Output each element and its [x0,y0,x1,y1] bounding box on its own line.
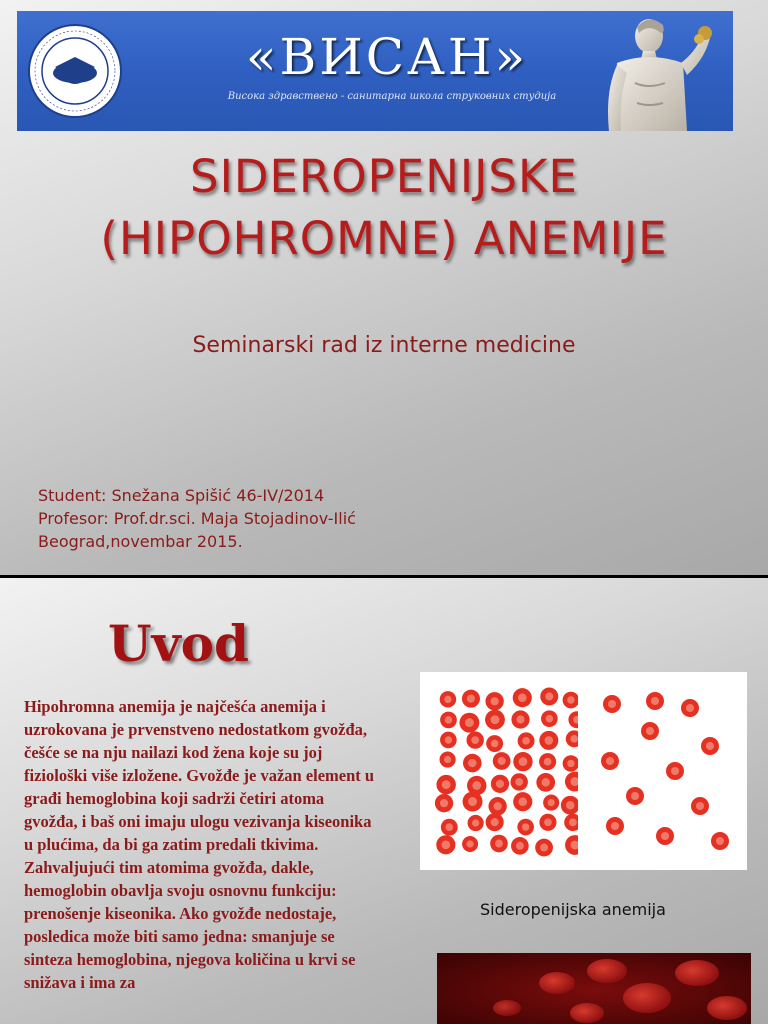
red-blood-cell [463,754,482,773]
red-blood-cell [539,814,556,831]
red-blood-cell [517,819,534,836]
red-blood-cell [666,762,684,780]
red-blood-cell [510,773,527,790]
red-blood-cell [711,832,729,850]
slide-subtitle: Seminarski rad iz interne medicine [192,333,576,358]
professor-line: Profesor: Prof.dr.sci. Maja Stojadinov-Ilić [38,509,356,528]
red-blood-cell [486,813,504,831]
normal-blood-cells-image [434,686,578,858]
student-line: Student: Snežana Spišić 46-IV/2014 [38,486,325,505]
red-blood-cell [463,792,483,812]
red-blood-cell [566,730,578,747]
place-date-line: Beograd,novembar 2015. [38,532,243,551]
red-blood-cell [539,753,556,770]
red-blood-cell [626,787,644,805]
red-blood-cell [539,731,558,750]
red-blood-cell [459,713,479,733]
red-blood-cell [436,835,455,854]
red-blood-cell [513,688,532,707]
body-paragraph: Hipohromna anemija je najčešća anemija i uzrokovana je prvenstveno nedostatkom gvožđa, češće se na nju nailazi kod žena koje su joj fiziološki više izložene. Gvožđe je važan element u građi hemoglobina koji sadrži četiri atoma gvožđa, i baš oni imaju ulogu vezivanja kiseonika u plućima, da bi ga zatim predali tkivima. Zahvaljujući tim atomima gvožđa, dakle, hemoglobin obavlja svoju osnovnu funkciju: prenošenje kiseonika. Ako gvožđe nedostaje, posledica može biti samo jedna: smanjuje se sinteza hemoglobina, njegova količina u krvi se snižava i ima za [24,697,375,992]
red-blood-cell [564,814,578,831]
red-blood-cell [440,712,457,729]
red-blood-cell [485,710,505,730]
red-blood-cell [565,835,578,855]
red-blood-cell [440,751,456,767]
red-blood-cell [491,775,509,793]
red-blood-cell [462,836,478,852]
red-blood-cell [513,752,532,771]
red-blood-cell [641,722,659,740]
red-blood-cell [543,795,559,811]
red-blood-cell [601,752,619,770]
red-blood-cell [568,711,578,728]
slide-heading: Uvod [108,614,249,673]
red-blood-cell [462,690,480,708]
red-blood-cell [485,692,503,710]
red-blood-cell [490,835,508,853]
red-blood-cell [565,772,578,792]
banner-title: «ВИСАН» [245,28,529,86]
red-blood-cell [486,735,503,752]
intro-slide [0,578,768,1024]
red-blood-cell [535,839,553,857]
red-blood-cell [603,695,621,713]
red-blood-cell [511,837,529,855]
banner-subtitle: Висока здравствено - санитарна школа струковних студија [227,91,557,102]
red-blood-cell [518,732,535,749]
school-seal-icon [25,21,125,121]
red-blood-cell [468,815,484,831]
red-blood-cell [493,752,511,770]
statue-image [587,11,733,131]
red-blood-cell [541,710,558,727]
red-blood-cell [540,687,558,705]
blood-cells-comparison-image [420,672,747,870]
blood-cells-photo [437,953,751,1024]
red-blood-cell [691,797,709,815]
red-blood-cell [435,794,453,812]
red-blood-cell [513,792,532,811]
red-blood-cell [441,819,458,836]
red-blood-cell [656,827,674,845]
red-blood-cell [563,692,578,709]
red-blood-cell [646,692,664,710]
red-blood-cell [563,755,578,772]
red-blood-cell [511,710,529,728]
red-blood-cell [440,732,457,749]
red-blood-cell [440,691,456,707]
red-blood-cell [606,817,624,835]
red-blood-cell [466,731,483,748]
red-blood-cell [561,796,578,815]
school-banner [17,11,733,131]
red-blood-cell [701,737,719,755]
title-line-1: SIDEROPENIJSKE [190,150,578,203]
anemic-blood-cells-image [590,686,734,858]
red-blood-cell [436,775,455,794]
red-blood-cell [536,773,555,792]
red-blood-cell [681,699,699,717]
image-caption: Sideropenijska anemija [480,900,666,919]
title-line-2: (HIPOHROMNE) ANEMIJE [100,212,668,265]
red-blood-cell [488,797,506,815]
